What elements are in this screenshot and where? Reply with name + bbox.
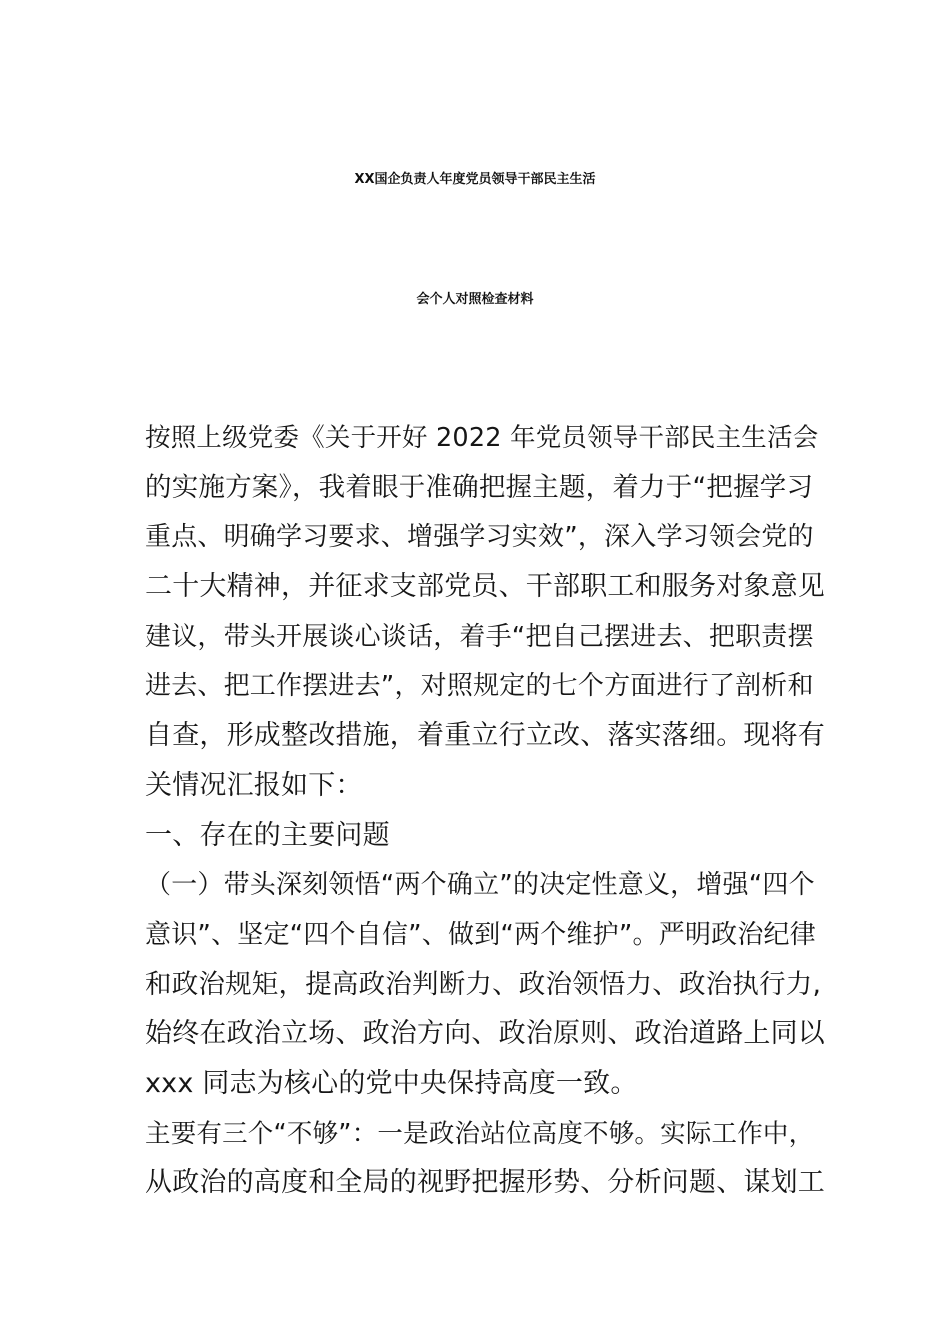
body-line: xxx 同志为核心的党中央保持高度一致。 (145, 1067, 638, 1099)
body-line: 意识”、坚定“四个自信”、做到“两个维护”。严明政治纪律 (145, 919, 816, 950)
document-title-line-1: XX国企负责人年度党员领导干部民主生活 (354, 172, 596, 187)
document-title-line-2: 会个人对照检查材料 (416, 292, 534, 307)
body-line: 主要有三个“不够”：一是政治站位高度不够。实际工作中， (145, 1118, 815, 1149)
body-line: 二十大精神，并征求支部党员、干部职工和服务对象意见 (145, 571, 825, 603)
body-line: 从政治的高度和全局的视野把握形势、分析问题、谋划工 (145, 1167, 825, 1199)
body-line: 始终在政治立场、政治方向、政治原则、政治道路上同以 (145, 1018, 825, 1050)
body-line: （一）带头深刻领悟“两个确立”的决定性意义，增强“四个 (145, 870, 815, 901)
document-body (145, 419, 825, 1214)
body-line: 重点、明确学习要求、增强学习实效”，深入学习领会党的 (145, 522, 814, 553)
body-line: 进去、把工作摆进去”，对照规定的七个方面进行了剖析和 (145, 671, 814, 702)
body-line: 的实施方案》，我着眼于准确把握主题，着力于“把握学习 (145, 471, 814, 503)
section-heading: 一、存在的主要问题 (145, 819, 390, 851)
body-line: 按照上级党委《关于开好 2022 年党员领导干部民主生活会 (145, 423, 819, 453)
body-line: 自查，形成整改措施，着重立行立改、落实落细。现将有 (145, 720, 825, 752)
body-line: 和政治规矩，提高政治判断力、政治领悟力、政治执行力, (145, 968, 822, 1000)
body-line: 关情况汇报如下： (145, 769, 363, 801)
body-line: 建议，带头开展谈心谈话，着手“把自己摆进去、把职责摆 (145, 621, 814, 652)
